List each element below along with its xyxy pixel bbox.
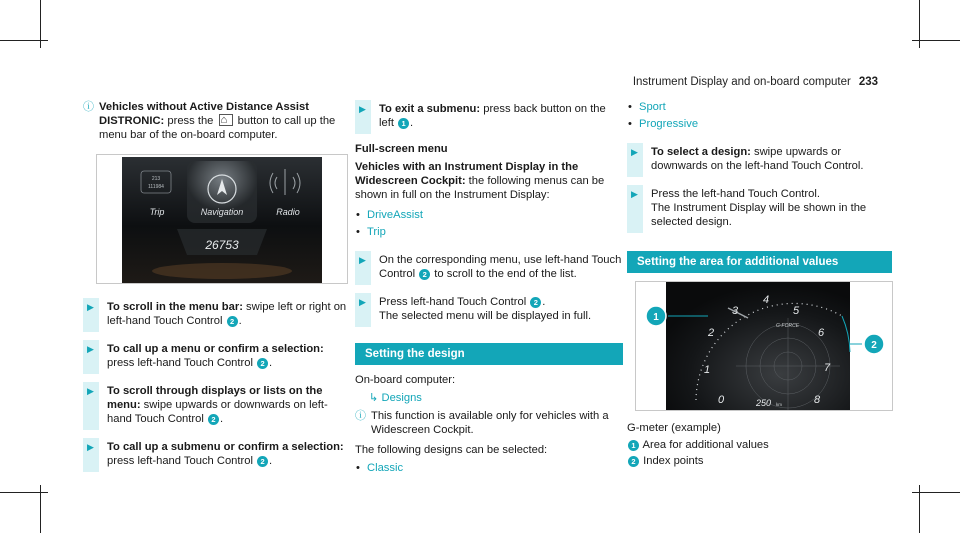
- design-option-progressive: • Progressive: [627, 117, 892, 131]
- odometer-value: 26753: [205, 238, 239, 252]
- info-icon: ⓘ: [83, 101, 94, 113]
- menu-item-trip: Trip: [149, 207, 165, 217]
- crop-mark: [912, 40, 960, 41]
- svg-text:7: 7: [824, 362, 831, 374]
- svg-text:2: 2: [708, 327, 715, 339]
- menu-path: ↳ Designs: [369, 392, 422, 404]
- menu-option-driveassist: • DriveAssist: [355, 208, 623, 222]
- callout-2-badge: 2: [257, 456, 268, 467]
- svg-text:8: 8: [814, 394, 821, 406]
- page-header: [633, 75, 878, 89]
- callout-2-badge: 2: [208, 414, 219, 425]
- legend-item-2: 2 Index points: [627, 454, 892, 468]
- column-1: [83, 100, 351, 480]
- section-heading-area: Setting the area for additional values: [627, 251, 892, 273]
- trip-small-2: 111984: [148, 184, 164, 190]
- crop-mark: [0, 40, 48, 41]
- step-scroll-to-end: ▶ On the corresponding menu, use left-hand Touch Control 2 to scroll to the end of the list.: [355, 251, 623, 285]
- odometer-value: 250: [756, 398, 772, 408]
- menu-path-label: On-board computer:: [355, 374, 456, 386]
- designs-intro: The following designs can be selected:: [355, 444, 548, 456]
- step-call-up-submenu: ▶ To call up a submenu or confirm a selection: press left-hand Touch Control 2 .: [83, 438, 351, 472]
- note-widescreen: ⓘ This function is available only for vehicles with a Widescreen Cockpit.: [355, 410, 609, 436]
- arrow-icon: ▶: [359, 104, 366, 114]
- g-meter-gauge: [636, 282, 892, 410]
- note-text-1: press the: [167, 115, 214, 127]
- step-exit-submenu: ▶ To exit a submenu: press back button on the left 1 .: [355, 100, 623, 134]
- menu-item-radio: Radio: [276, 207, 300, 217]
- column-2: [355, 100, 623, 478]
- crop-mark: [912, 492, 960, 493]
- fullscreen-intro: Vehicles with an Instrument Display in the Widescreen Cockpit: the following menus can be shown in full on the Instrument Display:: [355, 161, 605, 201]
- menu-bar-screen: [97, 155, 347, 283]
- column-3: [627, 100, 892, 472]
- callout-2-badge: 2: [419, 269, 430, 280]
- odometer-unit: km: [776, 402, 782, 407]
- g-meter-figure: [635, 281, 893, 411]
- arrow-icon: ▶: [87, 442, 94, 452]
- note-no-distronic: [83, 100, 351, 142]
- fullscreen-title: Full-screen menu: [355, 143, 448, 155]
- svg-text:1: 1: [704, 364, 711, 376]
- arrow-icon: ▶: [359, 255, 366, 265]
- step-press-confirm: ▶ Press the left-hand Touch Control. The Instrument Display will be shown in the selected design.: [627, 185, 892, 233]
- callout-1-badge: 1: [398, 118, 409, 129]
- step-scroll-displays: ▶ To scroll through displays or lists on the menu: swipe upwards or downwards on left-hand Touch Control 2 .: [83, 382, 351, 430]
- path-arrow-icon: ↳: [369, 392, 379, 404]
- step-press-touch-control: ▶ Press left-hand Touch Control 2 . The selected menu will be displayed in full.: [355, 293, 623, 327]
- callout-2-badge: 2: [257, 358, 268, 369]
- legend-item-1: 1 Area for additional values: [627, 438, 892, 452]
- arrow-icon: ▶: [631, 147, 638, 157]
- callout-2-badge: 2: [227, 316, 238, 327]
- section-heading-design: Setting the design: [355, 343, 623, 365]
- trip-small-1: 213: [151, 176, 161, 182]
- svg-text:4: 4: [763, 294, 770, 306]
- arrow-icon: ▶: [87, 386, 94, 396]
- page-number: 233: [858, 76, 878, 88]
- design-option-classic: • Classic: [355, 461, 623, 475]
- step-call-up-menu: ▶ To call up a menu or confirm a selection: press left-hand Touch Control 2 .: [83, 340, 351, 374]
- arrow-icon: ▶: [87, 344, 94, 354]
- svg-text:G-FORCE: G-FORCE: [776, 323, 800, 329]
- svg-text:1: 1: [653, 312, 659, 323]
- arrow-icon: ▶: [87, 302, 94, 312]
- design-option-sport: • Sport: [627, 100, 892, 114]
- menu-bar-figure: [96, 154, 348, 284]
- home-icon: [219, 114, 233, 126]
- svg-text:3: 3: [732, 305, 739, 317]
- info-icon: ⓘ: [355, 410, 366, 422]
- figure-caption: G-meter (example): [627, 422, 721, 434]
- step-select-design: ▶ To select a design: swipe upwards or downwards on the left-hand Touch Control.: [627, 143, 892, 177]
- header-title: Instrument Display and on-board computer: [632, 76, 851, 88]
- menu-item-navigation: Navigation: [200, 207, 244, 217]
- crop-mark: [0, 492, 48, 493]
- note-text-2: button to call up the menu bar of the on-board computer.: [99, 115, 336, 141]
- menu-option-trip: • Trip: [355, 225, 623, 239]
- svg-text:2: 2: [871, 340, 877, 351]
- arrow-icon: ▶: [359, 297, 366, 307]
- svg-text:5: 5: [793, 305, 800, 317]
- arrow-icon: ▶: [631, 189, 638, 199]
- callout-2-badge: 2: [530, 297, 541, 308]
- svg-text:6: 6: [818, 327, 825, 339]
- note-title: Vehicles without Active Distance Assist DISTRONIC:: [99, 101, 309, 127]
- svg-text:0: 0: [718, 394, 725, 406]
- step-scroll-menu-bar: ▶ To scroll in the menu bar: swipe left or right on left-hand Touch Control 2 .: [83, 298, 351, 332]
